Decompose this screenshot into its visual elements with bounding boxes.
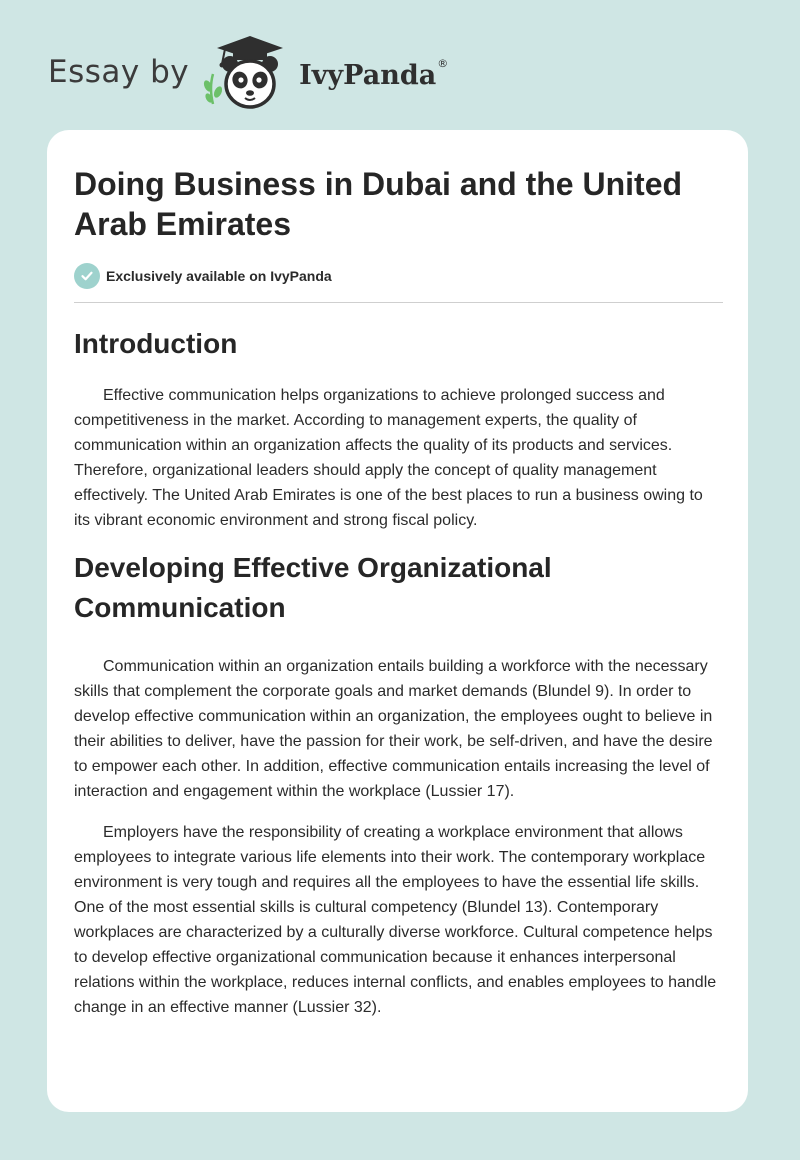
exclusive-badge xyxy=(74,263,332,289)
section-heading-communication: Developing Effective Organizational Communication xyxy=(74,552,552,623)
brand-prefix: Essay by xyxy=(48,54,190,90)
essay-body xyxy=(74,322,723,1020)
section-heading-introduction: Introduction xyxy=(74,328,238,359)
paragraph: Employers have the responsibility of creating a workplace environment that allows employees to integrate various life elements into their work. The contemporary workplace environment is very tough and requires all the employees to have the essential life skills. One of the most essential skills is cultural competency (Blundel 13). Contemporary workplaces are characterized by a culturally diverse workforce. Cultural competence helps to develop effective organizational communication because it enhances interpersonal relations within the workplace, reduces internal conflicts, and enables employees to handle change in an effective manner (Lussier 32). xyxy=(74,824,717,1016)
registered-mark: ® xyxy=(437,56,449,70)
brand-header xyxy=(48,34,448,114)
paragraph: Communication within an organization entails building a workforce with the necessary skills that complement the corporate goals and market demands (Blundel 9). In order to develop effective communication within an organization, the employees ought to believe in their abilities to deliver, have the passion for their work, be self-driven, and have the desire to empower each other. In addition, effective communication entails increasing the level of interaction and engagement within the workplace (Lussier 17). xyxy=(74,658,713,800)
divider xyxy=(74,302,723,303)
paragraph: Effective communication helps organizations to achieve prolonged success and competitiveness in the market. According to management experts, the quality of communication within an organization affects the quality of its products and services. Therefore, organizational leaders should apply the concept of quality management effectively. The United Arab Emirates is one of the best places to run a business owing to its vibrant economic environment and strong fiscal policy. xyxy=(74,387,703,529)
check-icon xyxy=(74,263,100,289)
essay-card xyxy=(47,130,748,1112)
essay-title: Doing Business in Dubai and the United Arab Emirates xyxy=(74,166,683,242)
badge-text: Exclusively available on IvyPanda xyxy=(106,268,332,284)
panda-logo-icon xyxy=(203,34,295,114)
brand-name: IvyPanda xyxy=(299,59,437,91)
